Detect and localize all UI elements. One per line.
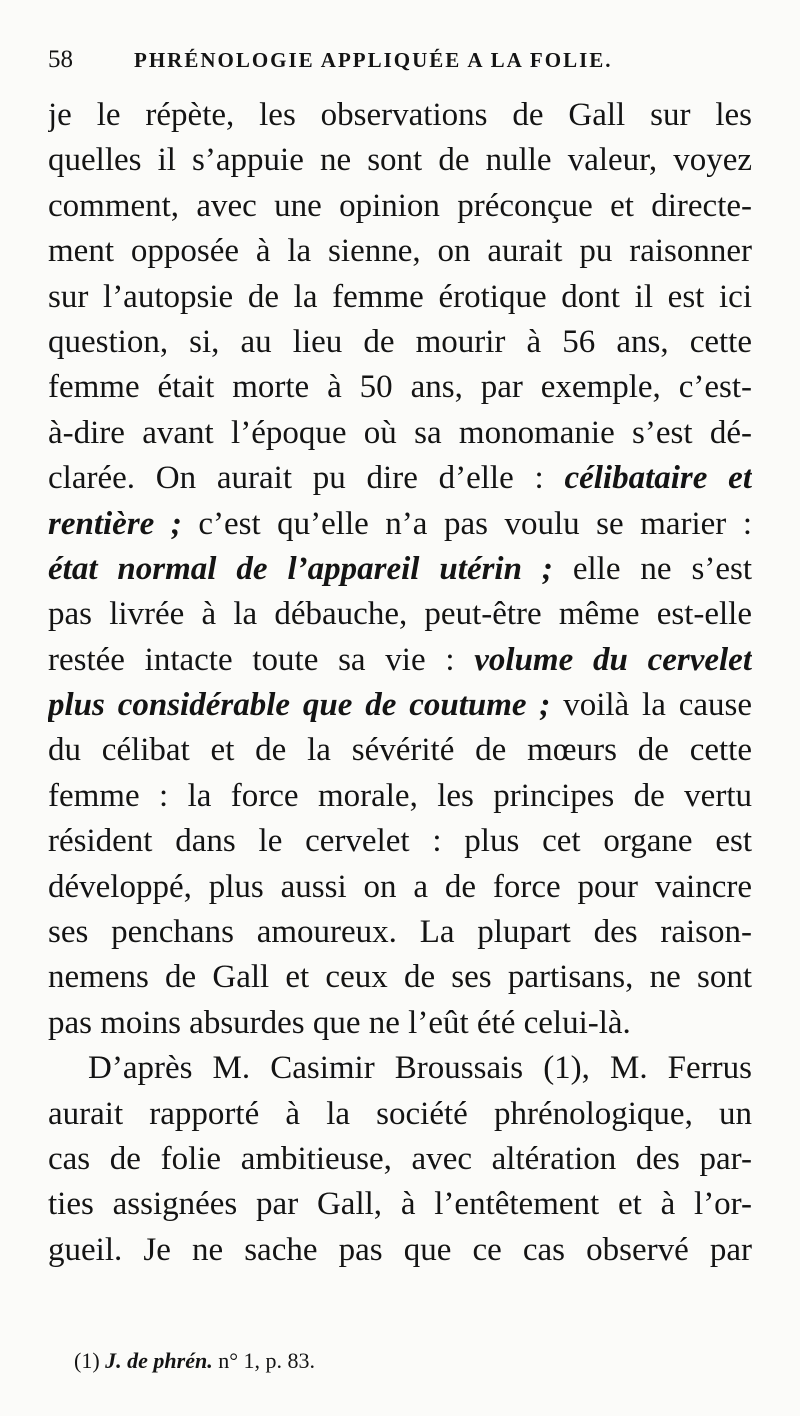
text-line (48, 1228, 752, 1273)
text-segment: pas moins absurdes que ne l’eût été celui-là. (48, 1004, 631, 1041)
text-line (48, 365, 752, 410)
text-line (48, 955, 752, 1000)
text-line (48, 910, 752, 955)
text-segment: sur l’autopsie de la femme érotique dont il est ici (48, 278, 752, 315)
text-segment: ment opposée à la sienne, on aurait pu raisonner (48, 233, 752, 270)
italic-segment: célibataire et (564, 460, 752, 497)
text-segment: ties assignées par Gall, à l’entêtement et à l’or- (48, 1186, 752, 1223)
text-segment: c’est qu’elle n’a pas voulu se marier : (181, 505, 752, 542)
text-segment: D’après M. Casimir Broussais (1), M. Ferrus (88, 1050, 752, 1087)
text-line (48, 774, 752, 819)
text-segment: nemens de Gall et ceux de ses partisans, ne sont (48, 959, 752, 996)
text-line (48, 275, 752, 320)
text-segment: cas de folie ambitieuse, avec altération des par- (48, 1140, 752, 1177)
text-line (48, 456, 752, 501)
text-line (48, 592, 752, 637)
text-line (48, 728, 752, 773)
text-segment: restée intacte toute sa vie : (48, 641, 475, 678)
text-line (48, 865, 752, 910)
footnote (74, 1345, 315, 1377)
text-segment: ses penchans amoureux. La plupart des raison- (48, 914, 752, 951)
footnote-marker: (1) (74, 1348, 100, 1373)
text-segment: je le répète, les observations de Gall sur les (48, 97, 752, 133)
text-segment: développé, plus aussi on a de force pour vaincre (48, 868, 752, 905)
text-line (48, 229, 752, 274)
italic-segment: état normal de l’appareil utérin ; (48, 550, 553, 587)
text-line (48, 819, 752, 864)
text-line (48, 411, 752, 456)
italic-segment: volume du cervelet (474, 641, 752, 678)
text-segment: quelles il s’appuie ne sont de nulle valeur, voyez (48, 142, 752, 179)
page-number: 58 (48, 46, 73, 73)
text-line (48, 93, 752, 138)
text-line (48, 138, 752, 183)
footnote-reference: n° 1, p. 83. (218, 1348, 316, 1373)
text-segment: gueil. Je ne sache pas que ce cas observé par (48, 1231, 752, 1268)
text-segment: voilà la cause (550, 687, 752, 724)
text-line (48, 1137, 752, 1182)
body-text (48, 93, 752, 1273)
text-line (48, 547, 752, 592)
text-line (48, 1001, 752, 1046)
text-segment: à-dire avant l’époque où sa monomanie s’est dé- (48, 414, 752, 451)
running-head: PHRÉNOLOGIE APPLIQUÉE A LA FOLIE. (134, 48, 613, 72)
footnote-source: J. de phrén. (105, 1348, 213, 1373)
text-segment: question, si, au lieu de mourir à 56 ans, cette (48, 323, 752, 360)
text-segment: comment, avec une opinion préconçue et directe- (48, 187, 752, 224)
text-line (48, 638, 752, 683)
italic-segment: plus considérable que de coutume ; (48, 687, 551, 724)
text-line (48, 502, 752, 547)
text-line (48, 1046, 752, 1091)
text-segment: clarée. On aurait pu dire d’elle : (48, 460, 565, 497)
page-header (48, 40, 752, 80)
text-segment: du célibat et de la sévérité de mœurs de cette (48, 732, 752, 769)
text-segment: aurait rapporté à la société phrénologique, un (48, 1095, 752, 1132)
text-segment: femme : la force morale, les principes de vertu (48, 777, 752, 814)
text-line (48, 1182, 752, 1227)
text-segment: elle ne s’est (552, 550, 752, 587)
text-segment: femme était morte à 50 ans, par exemple, c’est- (48, 369, 752, 406)
italic-segment: rentière ; (48, 505, 182, 542)
text-line (48, 184, 752, 229)
text-line (48, 320, 752, 365)
text-segment: résident dans le cervelet : plus cet organe est (48, 823, 752, 860)
text-line (48, 1092, 752, 1137)
text-line (48, 683, 752, 728)
text-segment: pas livrée à la débauche, peut-être même est-elle (48, 596, 752, 633)
